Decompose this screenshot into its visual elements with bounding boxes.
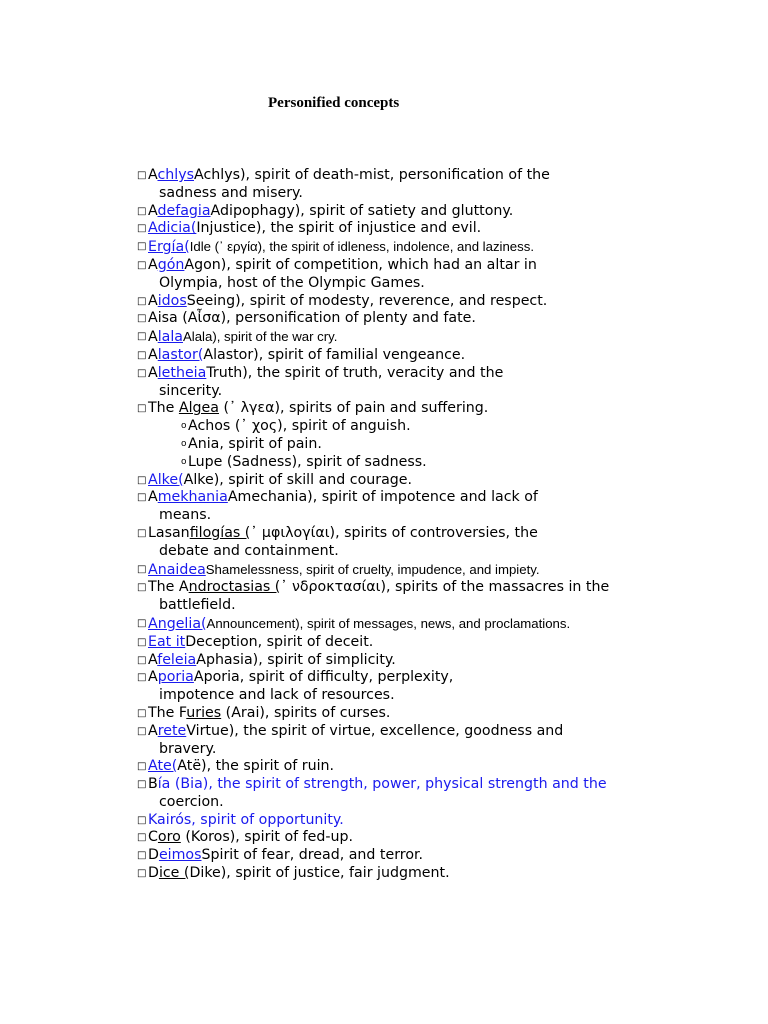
item-text: Alala), spirit of the war cry. xyxy=(183,329,338,345)
bullet-icon: □ xyxy=(137,868,147,880)
bullet-icon: □ xyxy=(137,850,147,862)
item-text: Virtue), the spirit of virtue, excellence, goodness and xyxy=(186,722,564,739)
item-text-prefix: A xyxy=(148,489,158,506)
item-continuation: sadness and misery. xyxy=(159,184,303,201)
list-item-ergia xyxy=(137,238,657,257)
bullet-icon: □ xyxy=(137,725,147,737)
item-text: Truth), the spirit of truth, veracity and the xyxy=(206,364,504,381)
bullet-icon: □ xyxy=(137,563,147,575)
item-continuation: impotence and lack of resources. xyxy=(159,687,395,704)
item-text: Achlys), spirit of death-mist, personification of the xyxy=(194,167,550,183)
bullet-icon: □ xyxy=(137,672,147,684)
link-afeleia[interactable]: feleia xyxy=(157,651,197,668)
bullet-icon: □ xyxy=(137,403,147,415)
list-item-ate xyxy=(137,758,657,776)
item-text: Ania, spirit of pain. xyxy=(188,435,322,452)
bullet-icon: □ xyxy=(137,170,147,181)
item-text-prefix: A xyxy=(148,346,158,363)
concept-list xyxy=(137,167,657,883)
bullet-icon: □ xyxy=(137,205,147,217)
list-item-arete xyxy=(137,723,657,759)
link-ate[interactable]: Ate( xyxy=(148,758,178,775)
link-angelia[interactable]: Angelia( xyxy=(148,615,207,632)
item-text: ᾽ μφιλογίαι), spirits of controversies, the xyxy=(250,524,538,541)
item-text: Injustice), the spirit of injustice and evil. xyxy=(196,220,482,237)
circle-bullet-icon: o xyxy=(181,438,187,449)
item-text: Aisa (Αἶσα), personification of plenty and fate. xyxy=(148,310,476,327)
link-adicia[interactable]: Adicia( xyxy=(148,220,197,237)
bullet-icon: □ xyxy=(137,527,147,539)
list-item-aletheia xyxy=(137,365,657,401)
bullet-icon: □ xyxy=(137,814,147,826)
item-text-prefix: Lasan xyxy=(148,524,190,541)
list-item-anaidea xyxy=(137,561,657,580)
item-text: Atë), the spirit of ruin. xyxy=(177,758,335,775)
item-text: Deception, spirit of deceit. xyxy=(185,633,374,650)
bullet-icon: □ xyxy=(137,779,147,791)
bullet-icon: □ xyxy=(137,761,147,773)
item-text-prefix: A xyxy=(148,364,158,381)
circle-bullet-icon: o xyxy=(181,456,187,467)
bullet-icon: □ xyxy=(137,367,147,379)
list-item-aisa xyxy=(137,310,657,328)
list-item-afeleia xyxy=(137,652,657,670)
link-amekhania[interactable]: mekhania xyxy=(157,489,228,506)
list-item-aidos xyxy=(137,293,657,311)
item-continuation: coercion. xyxy=(159,793,224,810)
item-text: Shamelessness, spirit of cruelty, impudence, and impiety. xyxy=(205,561,540,577)
list-item-alastor xyxy=(137,347,657,365)
item-text: (Koros), spirit of fed-up. xyxy=(180,829,354,846)
link-aidos[interactable]: idos xyxy=(157,292,187,309)
link-deimos[interactable]: eimos xyxy=(158,847,202,864)
bullet-icon: □ xyxy=(137,223,147,235)
item-text-prefix: A xyxy=(148,669,158,686)
list-item-amekhania xyxy=(137,489,657,525)
bullet-icon: □ xyxy=(137,295,147,307)
item-text-prefix: C xyxy=(148,829,158,846)
list-item-dice xyxy=(137,865,657,883)
list-item-adefagia xyxy=(137,203,657,221)
item-text-prefix: A xyxy=(148,202,158,219)
item-text: Achos (᾽ χος), spirit of anguish. xyxy=(188,418,411,435)
item-text-prefix: A xyxy=(148,292,158,309)
item-text: Aporia, spirit of difficulty, perplexity, xyxy=(193,669,454,686)
link-alala[interactable]: lala xyxy=(157,329,183,346)
circle-bullet-icon: o xyxy=(181,421,187,432)
bullet-icon: □ xyxy=(137,474,147,486)
sub-item-ania xyxy=(137,436,657,454)
item-text: Idle (᾽ εργία), the spirit of idleness, indolence, and laziness. xyxy=(189,239,534,255)
item-continuation: sincerity. xyxy=(159,382,223,399)
item-text: Spirit of fear, dread, and terror. xyxy=(201,847,424,864)
item-continuation: battlefield. xyxy=(159,597,236,614)
item-text: ᾽ νδροκτασίαι), spirits of the massacres in the xyxy=(280,579,610,596)
list-item-filogias xyxy=(137,525,657,561)
list-item-angelia xyxy=(137,615,657,634)
list-item-kairos xyxy=(137,812,657,830)
item-text-prefix: D xyxy=(148,865,159,882)
item-continuation: means. xyxy=(159,507,212,524)
link-achlys[interactable]: chlys xyxy=(157,167,194,183)
item-text: Agon), spirit of competition, which had an altar in xyxy=(184,256,537,273)
item-text: Seeing), spirit of modesty, reverence, and respect. xyxy=(186,292,548,309)
link-androctasias[interactable]: ndroctasias ( xyxy=(188,579,281,596)
list-item-furies xyxy=(137,705,657,723)
link-bia[interactable]: ía (Bia), the spirit of strength, power, physical strength and the xyxy=(157,776,607,793)
list-item-alala xyxy=(137,328,657,347)
link-arete[interactable]: rete xyxy=(157,722,187,739)
item-text-prefix: A xyxy=(148,722,158,739)
item-text-prefix: A xyxy=(148,256,158,273)
bullet-icon: □ xyxy=(137,636,147,648)
link-agon[interactable]: gón xyxy=(157,256,185,273)
link-aletheia[interactable]: letheia xyxy=(157,364,207,381)
link-algea[interactable]: Algea xyxy=(178,400,219,417)
link-anaidea[interactable]: Anaidea xyxy=(148,561,206,578)
list-item-coro xyxy=(137,829,657,847)
item-text-prefix: A xyxy=(148,167,158,183)
list-item-aporia xyxy=(137,669,657,705)
list-item-deimos xyxy=(137,847,657,865)
bullet-icon: □ xyxy=(137,617,147,629)
page-title: Personified concepts xyxy=(268,95,400,111)
link-coro[interactable]: oro xyxy=(157,829,181,846)
item-text: Adipophagy), spirit of satiety and gluttony. xyxy=(210,202,514,219)
link-dice[interactable]: ice ( xyxy=(158,865,190,882)
item-text: Dike), spirit of justice, fair judgment. xyxy=(189,865,450,882)
bullet-icon: □ xyxy=(137,654,147,666)
link-kairos[interactable]: Kairós, spirit of opportunity. xyxy=(148,811,344,828)
link-alke[interactable]: Alke( xyxy=(148,471,184,488)
list-item-achlys xyxy=(137,167,657,203)
bullet-icon: □ xyxy=(137,832,147,844)
bullet-icon: □ xyxy=(137,331,147,343)
item-continuation: Olympia, host of the Olympic Games. xyxy=(159,274,425,291)
link-eatit[interactable]: Eat it xyxy=(148,633,186,650)
item-text: Aphasia), spirit of simplicity. xyxy=(196,651,396,668)
item-text: Announcement), spirit of messages, news, and proclamations. xyxy=(206,615,571,631)
item-text-prefix: A xyxy=(148,329,158,346)
list-item-adicia xyxy=(137,220,657,238)
item-continuation: debate and containment. xyxy=(159,542,339,559)
list-item-eatit xyxy=(137,634,657,652)
link-alastor[interactable]: lastor( xyxy=(157,346,204,363)
list-item-androctasias xyxy=(137,579,657,615)
sub-item-lupe xyxy=(137,454,657,472)
bullet-icon: □ xyxy=(137,492,147,504)
item-text: Alke), spirit of skill and courage. xyxy=(183,471,413,488)
link-furies[interactable]: uries xyxy=(186,704,222,721)
item-text-prefix: A xyxy=(148,651,158,668)
item-text-prefix: The F xyxy=(148,704,187,721)
sub-item-achos xyxy=(137,418,657,436)
list-item-bia xyxy=(137,776,657,812)
link-filogias[interactable]: filogías ( xyxy=(189,524,251,541)
item-text: (Arai), spirits of curses. xyxy=(221,704,391,721)
bullet-icon: □ xyxy=(137,259,147,271)
bullet-icon: □ xyxy=(137,241,147,253)
item-text-prefix: D xyxy=(148,847,159,864)
bullet-icon: □ xyxy=(137,313,147,325)
item-text: Amechania), spirit of impotence and lack of xyxy=(227,489,538,506)
link-ergia[interactable]: Ergía( xyxy=(148,239,190,256)
list-item-algea xyxy=(137,400,657,418)
link-adefagia[interactable]: defagia xyxy=(157,202,211,219)
bullet-icon: □ xyxy=(137,707,147,719)
item-text-prefix: The xyxy=(148,400,179,417)
item-text: (᾽ λγεα), spirits of pain and suffering. xyxy=(218,400,489,417)
bullet-icon: □ xyxy=(137,349,147,361)
list-item-agon xyxy=(137,257,657,293)
link-aporia[interactable]: poria xyxy=(157,669,194,686)
item-text-prefix: B xyxy=(148,776,158,793)
item-continuation: bravery. xyxy=(159,740,217,757)
item-text-prefix: The A xyxy=(148,579,189,596)
item-text: Alastor), spirit of familial vengeance. xyxy=(203,346,466,363)
item-text: Lupe (Sadness), spirit of sadness. xyxy=(188,453,427,470)
list-item-alke xyxy=(137,472,657,490)
bullet-icon: □ xyxy=(137,582,147,594)
